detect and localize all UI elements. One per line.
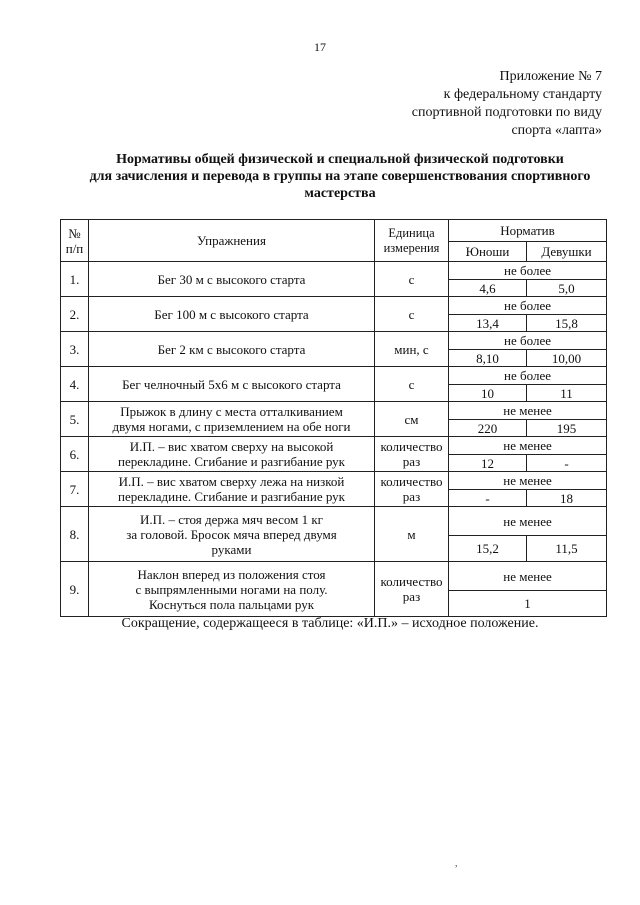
value-girls: 5,0 bbox=[527, 280, 607, 297]
row-number: 3. bbox=[61, 332, 89, 367]
condition-cell: не более bbox=[449, 367, 607, 385]
unit-line: м bbox=[407, 526, 416, 542]
exercise-cell bbox=[89, 402, 375, 437]
exercise-line: Бег 100 м с высокого старта bbox=[154, 306, 309, 322]
norms-table bbox=[60, 219, 607, 617]
value-boys: 13,4 bbox=[449, 315, 527, 332]
exercise-cell bbox=[89, 332, 375, 367]
unit-line: раз bbox=[402, 489, 421, 504]
exercise-line: Коснуться пола пальцами рук bbox=[148, 596, 315, 612]
value-boys: 15,2 bbox=[449, 536, 527, 562]
exercise-line: с выпрямленными ногами на полу. bbox=[135, 581, 328, 597]
condition-cell: не менее bbox=[449, 472, 607, 490]
exercise-line: за головой. Бросок мяча вперед двумя bbox=[126, 526, 337, 542]
exercise-line: руками bbox=[211, 541, 252, 557]
exercise-line: Прыжок в длину с места отталкиванием bbox=[120, 404, 343, 419]
exercise-cell bbox=[89, 437, 375, 472]
unit-cell bbox=[375, 562, 449, 617]
row-number: 6. bbox=[61, 437, 89, 472]
table-row bbox=[61, 297, 607, 315]
value-boys: 12 bbox=[449, 455, 527, 472]
row-number: 7. bbox=[61, 472, 89, 507]
unit-line: мин, с bbox=[394, 341, 429, 357]
value-girls: 18 bbox=[527, 490, 607, 507]
exercise-cell bbox=[89, 297, 375, 332]
table-row bbox=[61, 472, 607, 490]
margin-mark: , bbox=[455, 858, 458, 869]
unit-line: раз bbox=[402, 454, 421, 469]
header-num: № п/п bbox=[61, 220, 89, 262]
exercise-line: Бег 30 м с высокого старта bbox=[157, 271, 306, 287]
table-row bbox=[61, 507, 607, 536]
appendix-line: Приложение № 7 bbox=[499, 69, 602, 84]
row-number: 5. bbox=[61, 402, 89, 437]
exercise-cell bbox=[89, 562, 375, 617]
unit-line: с bbox=[408, 376, 415, 392]
value-girls: 10,00 bbox=[527, 350, 607, 367]
header-girls: Девушки bbox=[527, 242, 607, 262]
value-boys: 8,10 bbox=[449, 350, 527, 367]
condition-cell: не менее bbox=[449, 437, 607, 455]
condition-cell: не менее bbox=[449, 402, 607, 420]
unit-line: с bbox=[408, 306, 415, 322]
unit-cell bbox=[375, 472, 449, 507]
row-number: 2. bbox=[61, 297, 89, 332]
appendix-header bbox=[412, 68, 602, 140]
table-row bbox=[61, 437, 607, 455]
condition-cell: не более bbox=[449, 297, 607, 315]
unit-cell bbox=[375, 402, 449, 437]
unit-line: количество bbox=[380, 574, 443, 589]
exercise-cell bbox=[89, 262, 375, 297]
unit-line: см bbox=[404, 411, 419, 427]
exercise-line: И.П. – стоя держа мяч весом 1 кг bbox=[140, 511, 323, 527]
header-boys: Юноши bbox=[449, 242, 527, 262]
header-unit: Единица измерения bbox=[375, 220, 449, 262]
table-row bbox=[61, 367, 607, 385]
exercise-line: И.П. – вис хватом сверху лежа на низкой bbox=[118, 474, 345, 489]
appendix-line: спортивной подготовки по виду bbox=[411, 105, 602, 120]
unit-line: с bbox=[408, 271, 415, 287]
row-number: 4. bbox=[61, 367, 89, 402]
exercise-line: Бег 2 км с высокого старта bbox=[157, 341, 306, 357]
exercise-line: перекладине. Сгибание и разгибание рук bbox=[117, 489, 345, 504]
value-boys: 10 bbox=[449, 385, 527, 402]
condition-cell: не менее bbox=[449, 562, 607, 591]
value-boys: 4,6 bbox=[449, 280, 527, 297]
exercise-line: перекладине. Сгибание и разгибание рук bbox=[117, 454, 345, 469]
exercise-cell bbox=[89, 367, 375, 402]
unit-line: количество bbox=[380, 474, 443, 489]
unit-cell bbox=[375, 297, 449, 332]
row-number: 1. bbox=[61, 262, 89, 297]
exercise-line: И.П. – вис хватом сверху на высокой bbox=[129, 439, 334, 454]
row-number: 9. bbox=[61, 562, 89, 617]
value-boys: - bbox=[449, 490, 527, 507]
table-row bbox=[61, 332, 607, 350]
footnote: Сокращение, содержащееся в таблице: «И.П.» – исходное положение. bbox=[121, 616, 539, 631]
value-boys: 220 bbox=[449, 420, 527, 437]
title-line: Нормативы общей физической и специальной физической подготовки bbox=[116, 152, 564, 167]
exercise-cell bbox=[89, 507, 375, 562]
table-row bbox=[61, 402, 607, 420]
value-girls: 11,5 bbox=[527, 536, 607, 562]
header-exercise: Упражнения bbox=[89, 220, 375, 262]
title-line: для зачисления и перевода в группы на этапе совершенствования спортивного bbox=[89, 169, 591, 184]
document-title bbox=[40, 151, 640, 202]
condition-cell: не менее bbox=[449, 507, 607, 536]
page-number: 17 bbox=[314, 40, 326, 54]
unit-line: раз bbox=[402, 589, 421, 604]
header-norm: Норматив bbox=[449, 220, 607, 242]
condition-cell: не более bbox=[449, 332, 607, 350]
exercise-line: Бег челночный 5х6 м с высокого старта bbox=[122, 376, 341, 392]
unit-cell bbox=[375, 262, 449, 297]
table-row bbox=[61, 262, 607, 280]
value-both: 1 bbox=[449, 591, 607, 617]
appendix-line: спорта «лапта» bbox=[511, 123, 602, 138]
row-number: 8. bbox=[61, 507, 89, 562]
value-girls: 15,8 bbox=[527, 315, 607, 332]
title-line: мастерства bbox=[304, 186, 376, 201]
table-row bbox=[61, 562, 607, 591]
unit-cell bbox=[375, 367, 449, 402]
value-girls: - bbox=[527, 455, 607, 472]
exercise-line: двумя ногами, с приземлением на обе ноги bbox=[112, 419, 351, 434]
unit-cell bbox=[375, 507, 449, 562]
unit-cell bbox=[375, 437, 449, 472]
unit-cell bbox=[375, 332, 449, 367]
value-girls: 11 bbox=[527, 385, 607, 402]
unit-line: количество bbox=[380, 439, 443, 454]
exercise-cell bbox=[89, 472, 375, 507]
exercise-line: Наклон вперед из положения стоя bbox=[137, 566, 326, 582]
appendix-line: к федеральному стандарту bbox=[443, 87, 602, 102]
condition-cell: не более bbox=[449, 262, 607, 280]
value-girls: 195 bbox=[527, 420, 607, 437]
